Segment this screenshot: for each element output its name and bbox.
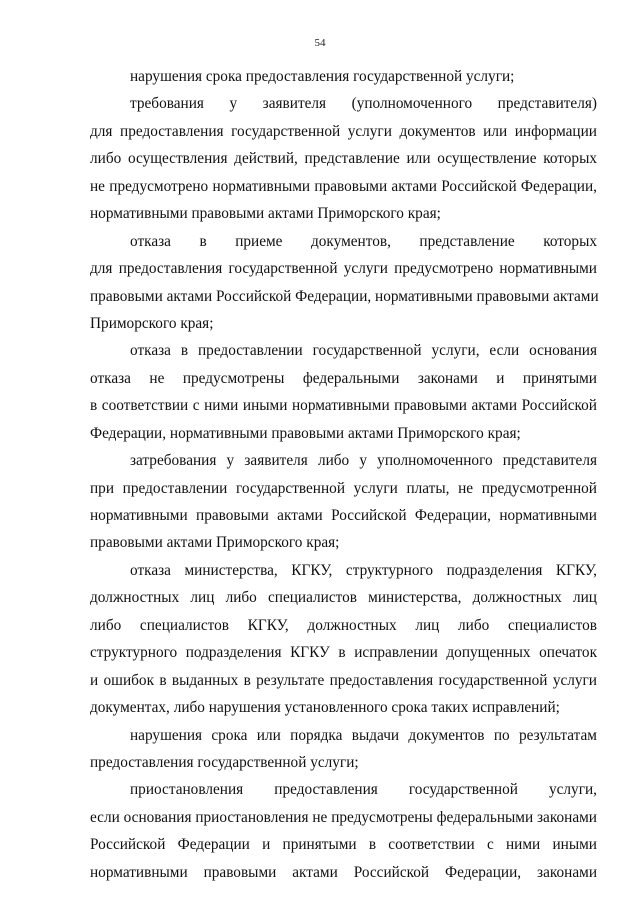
text-line: либо специалистов КГКУ, должностных лиц либо специалистов — [90, 616, 597, 634]
text-line: отказа министерства, КГКУ, структурного подразделения КГКУ, — [130, 561, 597, 579]
text-line: Приморского края; — [90, 314, 214, 332]
paragraph-1 — [90, 63, 597, 90]
text-line: нормативными правовыми актами Приморского края; — [90, 205, 441, 223]
text-line: для предоставления государственной услуги документов или информации — [90, 122, 597, 140]
text-line: если основания приостановления не предусмотрены федеральными законами — [90, 808, 597, 826]
text-line: Федерации, нормативными правовыми актами Приморского края; — [90, 424, 521, 442]
text-line: отказа в предоставлении государственной услуги, если основания — [130, 342, 597, 360]
text-line: правовыми актами Российской Федерации, нормативными правовыми актами — [90, 287, 599, 305]
text-line: и ошибок в выданных в результате предоставления государственной услуги — [90, 671, 597, 689]
text-line: либо осуществления действий, представление или осуществление которых — [90, 150, 597, 168]
text-line: документах, либо нарушения установленного срока таких исправлений; — [90, 699, 560, 717]
text-line: предоставления государственной услуги; — [90, 753, 359, 771]
paragraph-5 — [90, 447, 597, 557]
text-line: приостановления предоставления государственной услуги, — [130, 781, 597, 799]
text-line: в соответствии с ними иными нормативными правовыми актами Российской — [90, 397, 597, 415]
text-line: для предоставления государственной услуги предусмотрено нормативными — [90, 260, 597, 278]
page-number: 54 — [314, 37, 326, 49]
text-line: структурного подразделения КГКУ в исправлении допущенных опечаток — [90, 644, 597, 662]
text-line: требования у заявителя (уполномоченного представителя) — [130, 95, 597, 113]
text-line: нормативными правовыми актами Российской Федерации, законами — [90, 863, 597, 881]
paragraph-6 — [90, 557, 597, 722]
text-line: не предусмотрено нормативными правовыми актами Российской Федерации, — [90, 177, 597, 195]
text-line: нарушения срока предоставления государственной услуги; — [130, 68, 515, 85]
text-line: правовыми актами Приморского края; — [90, 534, 340, 552]
text-line: должностных лиц либо специалистов министерства, должностных лиц — [90, 589, 597, 607]
text-line: нарушения срока или порядка выдачи документов по результатам — [130, 726, 597, 744]
text-line: затребования у заявителя либо у уполномоченного представителя — [130, 452, 597, 470]
document-body — [90, 63, 597, 886]
paragraph-3 — [90, 228, 597, 338]
paragraph-7 — [90, 722, 597, 777]
text-line: отказа не предусмотрены федеральными законами и принятыми — [90, 369, 597, 387]
text-line: нормативными правовыми актами Российской Федерации, нормативными — [90, 507, 597, 524]
text-line: при предоставлении государственной услуги платы, не предусмотренной — [90, 479, 597, 497]
paragraph-4 — [90, 337, 597, 447]
paragraph-8 — [90, 776, 597, 886]
text-line: отказа в приеме документов, представление которых — [130, 232, 597, 250]
paragraph-2 — [90, 90, 597, 227]
text-line: Российской Федерации и принятыми в соответствии с ними иными — [90, 836, 597, 854]
